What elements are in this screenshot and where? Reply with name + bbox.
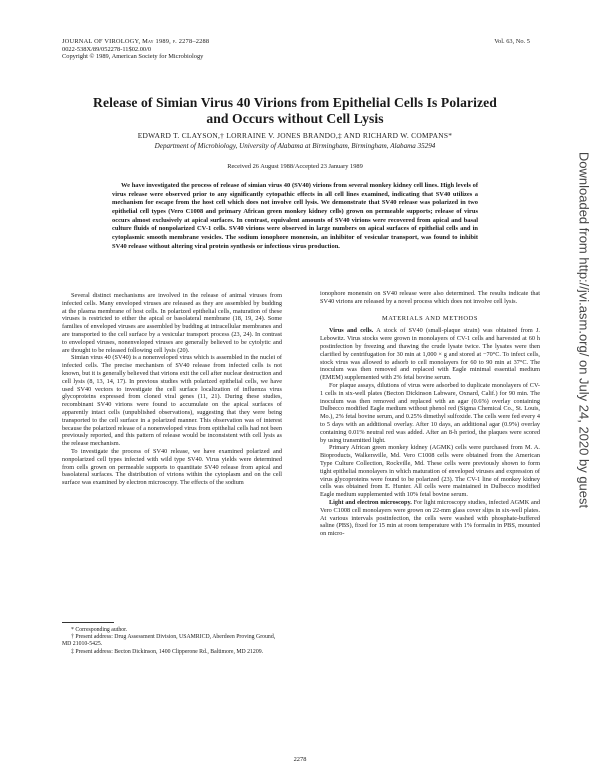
footnote-present-address-2: ‡ Present address: Becton Dickinson, 1400 Clipperone Rd., Baltimore, MD 21209. [71, 648, 264, 655]
intro-paragraph-3: To investigate the process of SV40 release, we have examined polarized and nonpolarized cell types infected with wild type SV40. Virus yields were determined from cells grown on permeable supports to quantitate SV40 release from apical and basolateral surfaces. The distribution of virions within the cytoplasm and on the cell surface was examined by electron microscopy. The effects of the sodium [62, 447, 282, 487]
journal-citation: JOURNAL OF VIROLOGY, May 1989, p. 2278–2288 [62, 38, 210, 45]
abstract: We have investigated the process of release of simian virus 40 (SV40) virions from several monkey kidney cell lines. High levels of virus release were observed prior to any significantly cytopathic effects in all cell lines examined, indicating that SV40 utilizes a mechanism for escape from the host cell which does not involve cell lysis. We demonstrate that SV40 release was polarized in two epithelial cell types (Vero C1008 and primary African green monkey kidney cells) grown on permeable supports; release of virus occurs almost exclusively at apical surfaces. In contrast, equivalent amounts of SV40 virions were recovered from apical and basal culture fluids of nonpolarized CV-1 cells. SV40 virions were observed in large numbers on apical surfaces of epithelial cells and in cytoplasmic smooth membrane vesicles. The sodium ionophore monensin, an inhibitor of vesicular transport, was found to inhibit SV40 release without altering viral protein synthesis or infectious virus production. [112, 182, 478, 250]
copyright-line: Copyright © 1989, American Society for Microbiology [62, 53, 204, 61]
right-column [320, 290, 540, 538]
virus-cells-paragraph [320, 327, 540, 382]
journal-header [62, 38, 530, 61]
download-stamp [572, 35, 596, 625]
download-stamp-text: Downloaded from http://jvi.asm.org/ on July 24, 2020 by guest [576, 151, 592, 509]
microscopy-runin: Light and electron microscopy. [329, 498, 412, 506]
intro-paragraph-1: Several distinct mechanisms are involved in the release of animal viruses from infected cells. Many enveloped viruses are released as they are assembled by budding at the plasma membrane of host cells. In polarized epithelial cells, maturation of these viruses is restricted to either the apical or basolateral membrane (18, 19, 24). Some families of enveloped viruses are assembled by budding at intracellular membranes and are transported to the cell surface by a vesicular transport process (23, 24). In contrast to enveloped viruses, nonenveloped viruses are generally believed to be cytolytic and are thought to be released following cell lysis (20). [62, 292, 282, 354]
author-list: EDWARD T. CLAYSON,† LORRAINE V. JONES BRANDO,‡ AND RICHARD W. COMPANS* [137, 131, 453, 140]
left-column [62, 292, 282, 487]
article-title [40, 95, 550, 127]
plaque-assay-paragraph: For plaque assays, dilutions of virus were adsorbed to duplicate monolayers of CV-1 cells in six-well plates (Becton Dickinson Labware, Oxnard, Calif.) for 90 min. The inoculum was then removed and replaced with an agar (0.6%) overlay containing Dulbecco modified Eagle medium without phenol red (Sigma Chemical Co., St. Louis, Mo.), 2% fetal bovine serum, and 0.25% dimethyl sulfoxide. The cells were fed every 4 to 5 days with an additional overlay. After 10 days, an additional agar (0.9%) overlay containing 0.01% neutral red was added. After an 8-h period, the plaques were scored by using transmitted light. [320, 381, 540, 444]
author-affiliation: Department of Microbiology, University of Alabama at Birmingham, Birmingham, Alabama 35294 [154, 142, 436, 150]
microscopy-paragraph [320, 499, 540, 538]
journal-code: 0022-538X/89/052278-11$02.00/0 [62, 45, 152, 53]
volume-issue: Vol. 63, No. 5 [494, 38, 530, 45]
intro-paragraph-2: Simian virus 40 (SV40) is a nonenveloped virus which is assembled in the nuclei of infected cells. The precise mechanism of SV40 release from infected cells is not known, but it is generally believed that virions exit the cell after nuclear destruction and cell lysis (8, 13, 14, 17). In previous studies with polarized epithelial cells, we have used SV40 vectors to investigate the cell surface localization of influenza virus glycoproteins expressed from cloned viral genes (11, 21). During these studies, recombinant SV40 virions were found to accumulate on the apical surfaces of apparently intact cells (unpublished observations), suggesting that they were being transported to the cell surface in a polarized manner. This observation was of interest because the polarized release of a nonenveloped virus from epithelial cells had not been previously reported, and this pattern of release would be inconsistent with cell lysis as the release mechanism. [62, 354, 282, 448]
title-line-1: Release of Simian Virus 40 Virions from Epithelial Cells Is Polarized [93, 95, 497, 110]
footnote-corresponding: * Corresponding author. [71, 627, 128, 633]
footnote-rule [62, 622, 114, 623]
received-accepted-dates: Received 26 August 1988/Accepted 23 January 1989 [227, 163, 363, 170]
page-number: 2278 [293, 756, 307, 763]
footnotes [62, 627, 282, 656]
footnote-present-address-1: † Present address: Drug Assessment Division, USAMRICD, Aberdeen Proving Ground, MD 21010-5425. [62, 634, 276, 648]
section-heading-materials-methods: MATERIALS AND METHODS [381, 314, 479, 322]
virus-cells-text: A stock of SV40 (small-plaque strain) was obtained from J. Lebowitz. Virus stocks were grown in monolayers of CV-1 cells and harvested at 60 h postinfection by freezing and thawing the crude lysate twice. The lysates were then clarified by centrifugation for 30 min at 1,000 × g and stored at −70°C. To infect cells, stock virus was allowed to adsorb to cell monolayers for 60 to 90 min at 37°C. The inoculum was then removed and replaced with Eagle minimal essential medium (EMEM) supplemented with 2% fetal bovine serum. [320, 327, 540, 382]
title-line-2: and Occurs without Cell Lysis [206, 111, 384, 126]
virus-cells-runin: Virus and cells. [329, 327, 374, 335]
cell-lines-paragraph: Primary African green monkey kidney (AGMK) cells were purchased from M. A. Bioproducts, Walkersville, Md. Vero C1008 cells were obtained from the American Type Culture Collection, Rockville, Md. These cells were previously shown to form tight epithelial monolayers in which maturation of enveloped viruses and expression of virus glycoproteins were found to be polarized (23). The CV-1 line of monkey kidney cells was obtained from E. Hunter. All cells were maintained in Dulbecco modified Eagle medium supplemented with 10% fetal bovine serum. [320, 444, 540, 499]
microscopy-text: For light microscopy studies, infected AGMK and Vero C1008 cell monolayers were grown on 22-mm glass cover slips in six-well plates. At various intervals postinfection, the cells were washed with phosphate-buffered saline (PBS), fixed for 15 min at room temperature with 1% formalin in PBS, mounted on micro- [320, 498, 540, 538]
intro-paragraph-continued: ionophore monensin on SV40 release were also determined. The results indicate that SV40 virions are released by a novel process which does not involve cell lysis. [320, 290, 540, 305]
